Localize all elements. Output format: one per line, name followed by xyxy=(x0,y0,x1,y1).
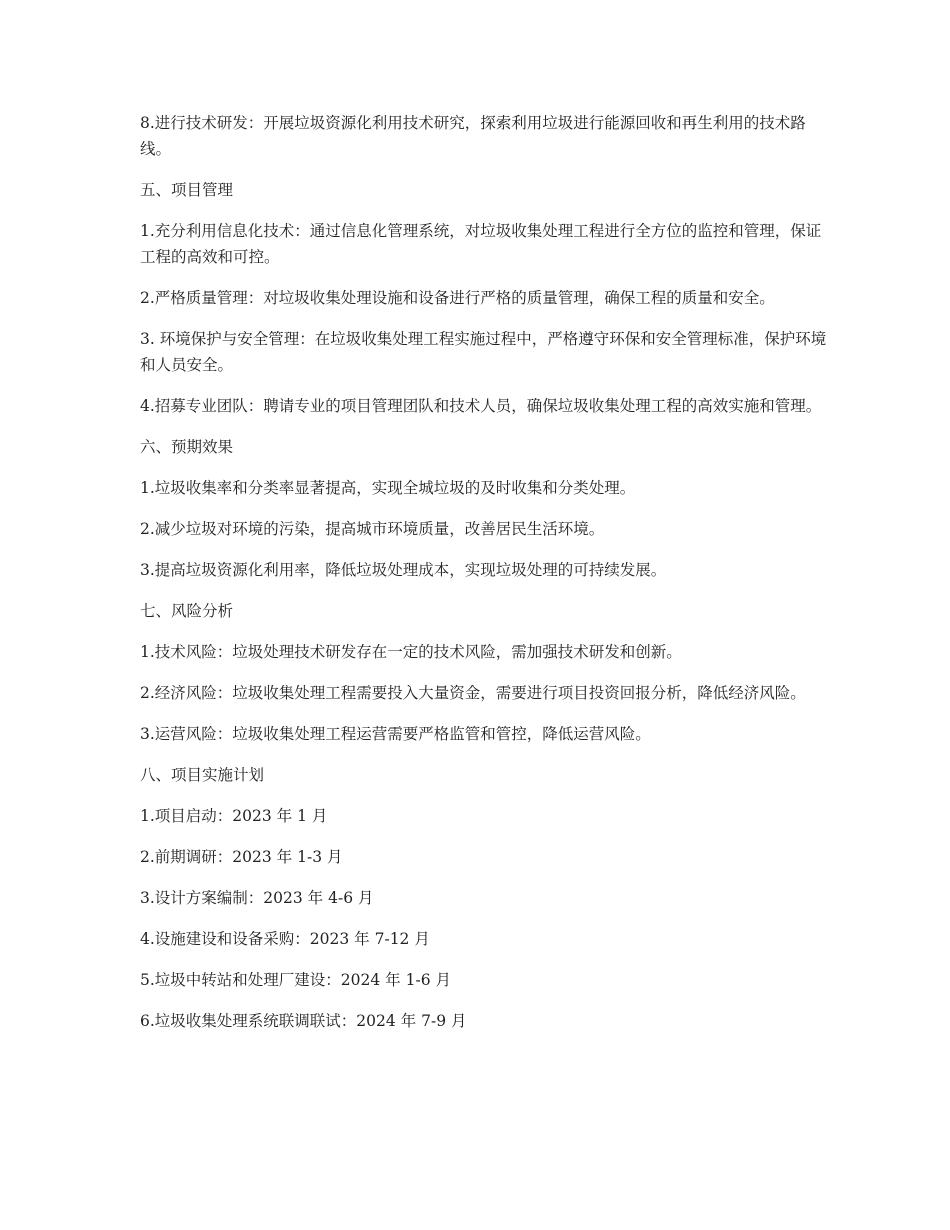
plan-item-1: 1.项目启动：2023 年 1 月 xyxy=(140,807,328,825)
paragraph-team-recruitment: 4.招募专业团队：聘请专业的项目管理团队和技术人员，确保垃圾收集处理工程的高效实施和管理。 xyxy=(140,397,822,415)
paragraph-risk-tech: 1.技术风险：垃圾处理技术研发存在一定的技术风险，需加强技术研发和创新。 xyxy=(140,643,682,661)
plan-item-6: 6.垃圾收集处理系统联调联试：2024 年 7-9 月 xyxy=(140,1012,467,1030)
paragraph-risk-operation: 3.运营风险：垃圾收集处理工程运营需要严格监管和管控，降低运营风险。 xyxy=(140,725,651,743)
section-heading-project-management: 五、项目管理 xyxy=(140,181,234,199)
paragraph-effect-1: 1.垃圾收集率和分类率显著提高，实现全城垃圾的及时收集和分类处理。 xyxy=(140,479,636,497)
paragraph-risk-economic: 2.经济风险：垃圾收集处理工程需要投入大量资金，需要进行项目投资回报分析，降低经济风险。 xyxy=(140,684,806,702)
plan-item-4: 4.设施建设和设备采购：2023 年 7-12 月 xyxy=(140,930,430,948)
paragraph-tech-rnd: 8.进行技术研发：开展垃圾资源化利用技术研究，探索利用垃圾进行能源回收和再生利用的技术路线。 xyxy=(140,114,806,158)
section-heading-risk-analysis: 七、风险分析 xyxy=(140,602,234,620)
section-heading-expected-effects: 六、预期效果 xyxy=(140,438,234,456)
paragraph-effect-3: 3.提高垃圾资源化利用率，降低垃圾处理成本，实现垃圾处理的可持续发展。 xyxy=(140,561,667,579)
section-heading-implementation-plan: 八、项目实施计划 xyxy=(140,766,265,784)
plan-item-3: 3.设计方案编制：2023 年 4-6 月 xyxy=(140,889,374,907)
document-page xyxy=(140,110,830,1049)
paragraph-quality-management: 2.严格质量管理：对垃圾收集处理设施和设备进行严格的质量管理，确保工程的质量和安全。 xyxy=(140,289,775,307)
plan-item-2: 2.前期调研：2023 年 1-3 月 xyxy=(140,848,343,866)
paragraph-it-management: 1.充分利用信息化技术：通过信息化管理系统，对垃圾收集处理工程进行全方位的监控和管理，保证工程的高效和可控。 xyxy=(140,222,822,266)
paragraph-env-safety: 3. 环境保护与安全管理：在垃圾收集处理工程实施过程中，严格遵守环保和安全管理标准，保护环境和人员安全。 xyxy=(140,330,827,374)
plan-item-5: 5.垃圾中转站和处理厂建设：2024 年 1-6 月 xyxy=(140,971,451,989)
paragraph-effect-2: 2.减少垃圾对环境的污染，提高城市环境质量，改善居民生活环境。 xyxy=(140,520,605,538)
